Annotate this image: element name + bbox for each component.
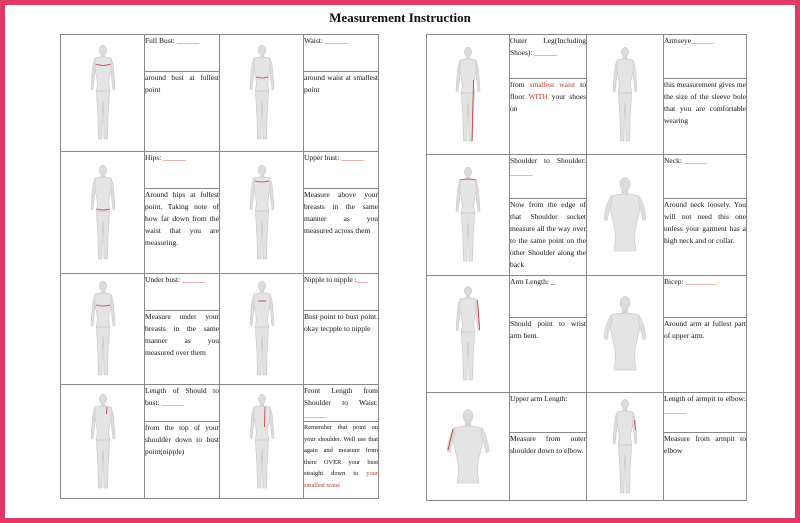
measure-label: Neck: ______ [664, 155, 747, 199]
measure-label: Waist: ______ [304, 35, 379, 72]
mannequin-figure [220, 35, 304, 152]
mannequin-figure [587, 35, 664, 155]
mannequin-figure [61, 385, 145, 499]
measure-label: Arm Length: _ [510, 276, 587, 318]
measure-label: Outer Leg(Including Shoes): ______ [510, 35, 587, 79]
measure-label: Full Bust: ______ [145, 35, 220, 72]
measure-description: Remember that point on your shoulder. Well use that again and measure from there OVER your bust straight down to your smallest waist [304, 422, 379, 499]
measure-description: around bust at fullest point [145, 72, 220, 152]
mannequin-figure [220, 152, 304, 274]
measure-description: Around arm at fullest part of upper arm. [664, 318, 747, 393]
measure-description: Measure from armpit to elbow [664, 433, 747, 501]
measure-description: around waist at smallest point [304, 72, 379, 152]
right-measurement-table [426, 34, 747, 501]
instruction-sheet [5, 5, 795, 518]
mannequin-figure [61, 152, 145, 274]
measure-description: this measurement gives me the size of the sleeve bole that you are comfortable wearing [664, 79, 747, 155]
measure-label: Front Length from Shoulder to Waist: ______ [304, 385, 379, 422]
measure-description: Measure from outer shoulder down to elbow. [510, 433, 587, 501]
measure-description: Bust point to bust point. okay tecpple to nipple [304, 311, 379, 385]
mannequin-figure [427, 155, 510, 276]
mannequin-figure [61, 274, 145, 385]
measure-description: Now from the edge of that Shoulder socket measure all the way over to the same point on the other Shoulder along the back [510, 199, 587, 276]
measure-description: from smallest waist to floor WITH your shoes on [510, 79, 587, 155]
measure-label: Armseye______ [664, 35, 747, 79]
torso-figure [427, 393, 510, 501]
measure-description: from the top of your shoulder down to bust point(nipple) [145, 422, 220, 499]
measure-description: Around neck loosely. You will not need this one unless your garment has a high neck and or collar. [664, 199, 747, 276]
measure-label: Under bust: ______ [145, 274, 220, 311]
mannequin-figure [61, 35, 145, 152]
measure-description: Measure under your breasts in the same manner as you measured over them [145, 311, 220, 385]
mannequin-figure [427, 276, 510, 393]
measure-label: Nipple to nipple :___ [304, 274, 379, 311]
mannequin-figure [220, 274, 304, 385]
measure-label: Length of armpit to elbow: ______ [664, 393, 747, 433]
measure-label: Upper bust: ______ [304, 152, 379, 189]
mannequin-figure [220, 385, 304, 499]
torso-figure [587, 155, 664, 276]
measure-description: Measure above your breasts in the same manner as you measured across them [304, 189, 379, 274]
measure-description: Should point to wrist arm bent. [510, 318, 587, 393]
page-title: Measurement Instruction [329, 10, 471, 25]
left-measurement-table [60, 34, 379, 499]
measure-label: Length of Should to bust: ______ [145, 385, 220, 422]
measure-description: Around hips at fullest point. Taking note of how far down from the waist that you are measuring. [145, 189, 220, 274]
measure-label: Hips: ______ [145, 152, 220, 189]
measure-label: Upper arm Length: [510, 393, 587, 433]
measure-label: Bicep: ________ [664, 276, 747, 318]
torso-figure [587, 276, 664, 393]
measure-label: Shoulder to Shoulder: ______ [510, 155, 587, 199]
mannequin-figure [587, 393, 664, 501]
mannequin-figure [427, 35, 510, 155]
